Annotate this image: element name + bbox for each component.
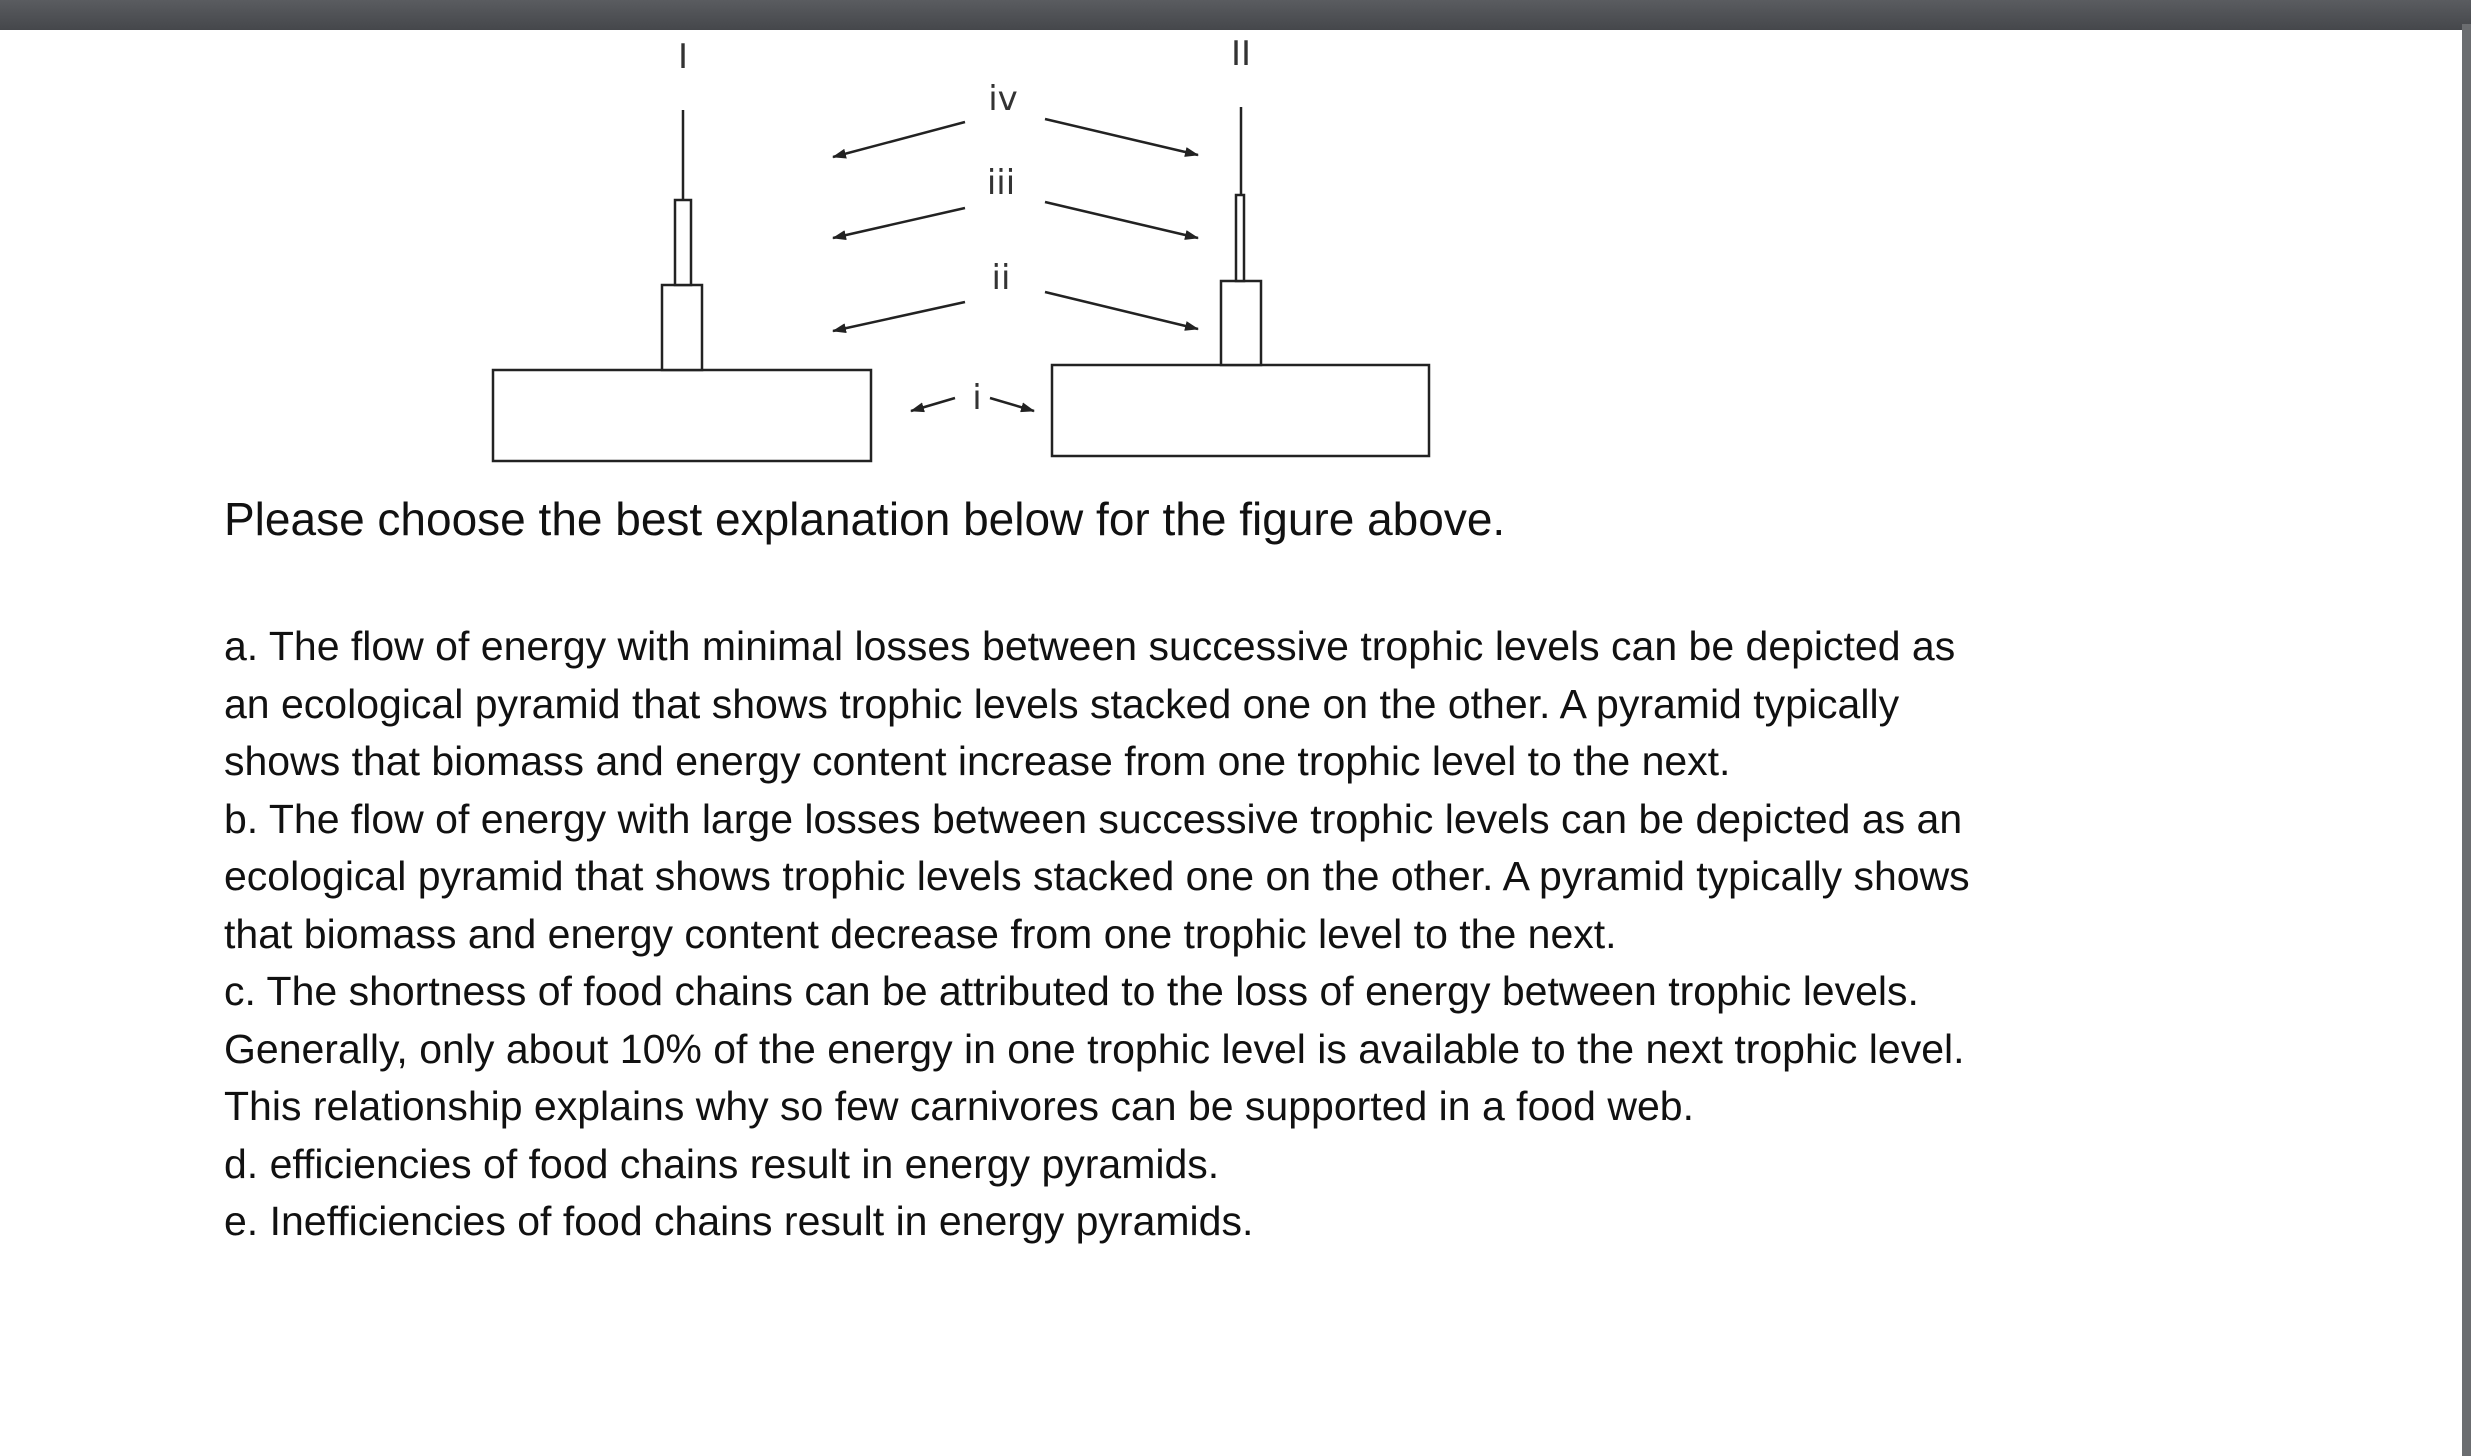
- pyramid-two: [1052, 107, 1429, 456]
- arrow-iv-right: [1045, 119, 1198, 155]
- window-right-border: [2462, 24, 2471, 1456]
- label-gap-i: i: [972, 378, 982, 418]
- label-gap-ii: ii: [991, 258, 1011, 298]
- question-prompt: Please choose the best explanation below for the figure above.: [224, 493, 1506, 545]
- pyramid-one-level-3: [675, 200, 691, 285]
- answer-options: [224, 618, 1984, 1251]
- arrow-i-left: [911, 398, 955, 411]
- arrow-i-right: [990, 398, 1034, 411]
- label-gap-iv: iv: [988, 79, 1018, 119]
- pyramid-two-level-1: [1052, 365, 1429, 456]
- pyramid-one-level-1: [493, 370, 871, 461]
- label-pyramid-two: II: [1230, 34, 1252, 74]
- arrow-iii-right: [1045, 202, 1198, 238]
- pyramid-two-level-3: [1236, 195, 1244, 281]
- label-gap-iii: iii: [986, 163, 1016, 203]
- label-pyramid-one: I: [677, 37, 689, 77]
- option-d[interactable]: d. efficiencies of food chains result in energy pyramids.: [224, 1140, 1220, 1187]
- arrow-iii-left: [833, 208, 965, 238]
- option-c[interactable]: c. The shortness of food chains can be attributed to the loss of energy between trophic levels. Generally, only about 10% of the energy in one trophic level is available to the next trophic level. This relationship explains why so few carnivores can be supported in a food web.: [224, 968, 1965, 1129]
- arrow-ii-right: [1045, 292, 1198, 329]
- option-a[interactable]: a. The flow of energy with minimal losses between successive trophic levels can be depicted as an ecological pyramid that shows trophic levels stacked one on the other. A pyramid typically shows that biomass and energy content increase from one trophic level to the next.: [224, 623, 1956, 784]
- arrow-iv-left: [833, 122, 965, 157]
- pyramid-one-level-2: [662, 285, 702, 370]
- option-e[interactable]: e. Inefficiencies of food chains result in energy pyramids.: [224, 1198, 1254, 1244]
- arrow-ii-left: [833, 302, 965, 331]
- pyramid-one: [493, 110, 871, 461]
- pyramid-two-level-2: [1221, 281, 1261, 365]
- pyramid-figure: [0, 0, 1500, 480]
- option-b[interactable]: b. The flow of energy with large losses between successive trophic levels can be depicted as an ecological pyramid that shows trophic levels stacked one on the other. A pyramid typically shows that biomass and energy content decrease from one trophic level to the next.: [224, 795, 1970, 957]
